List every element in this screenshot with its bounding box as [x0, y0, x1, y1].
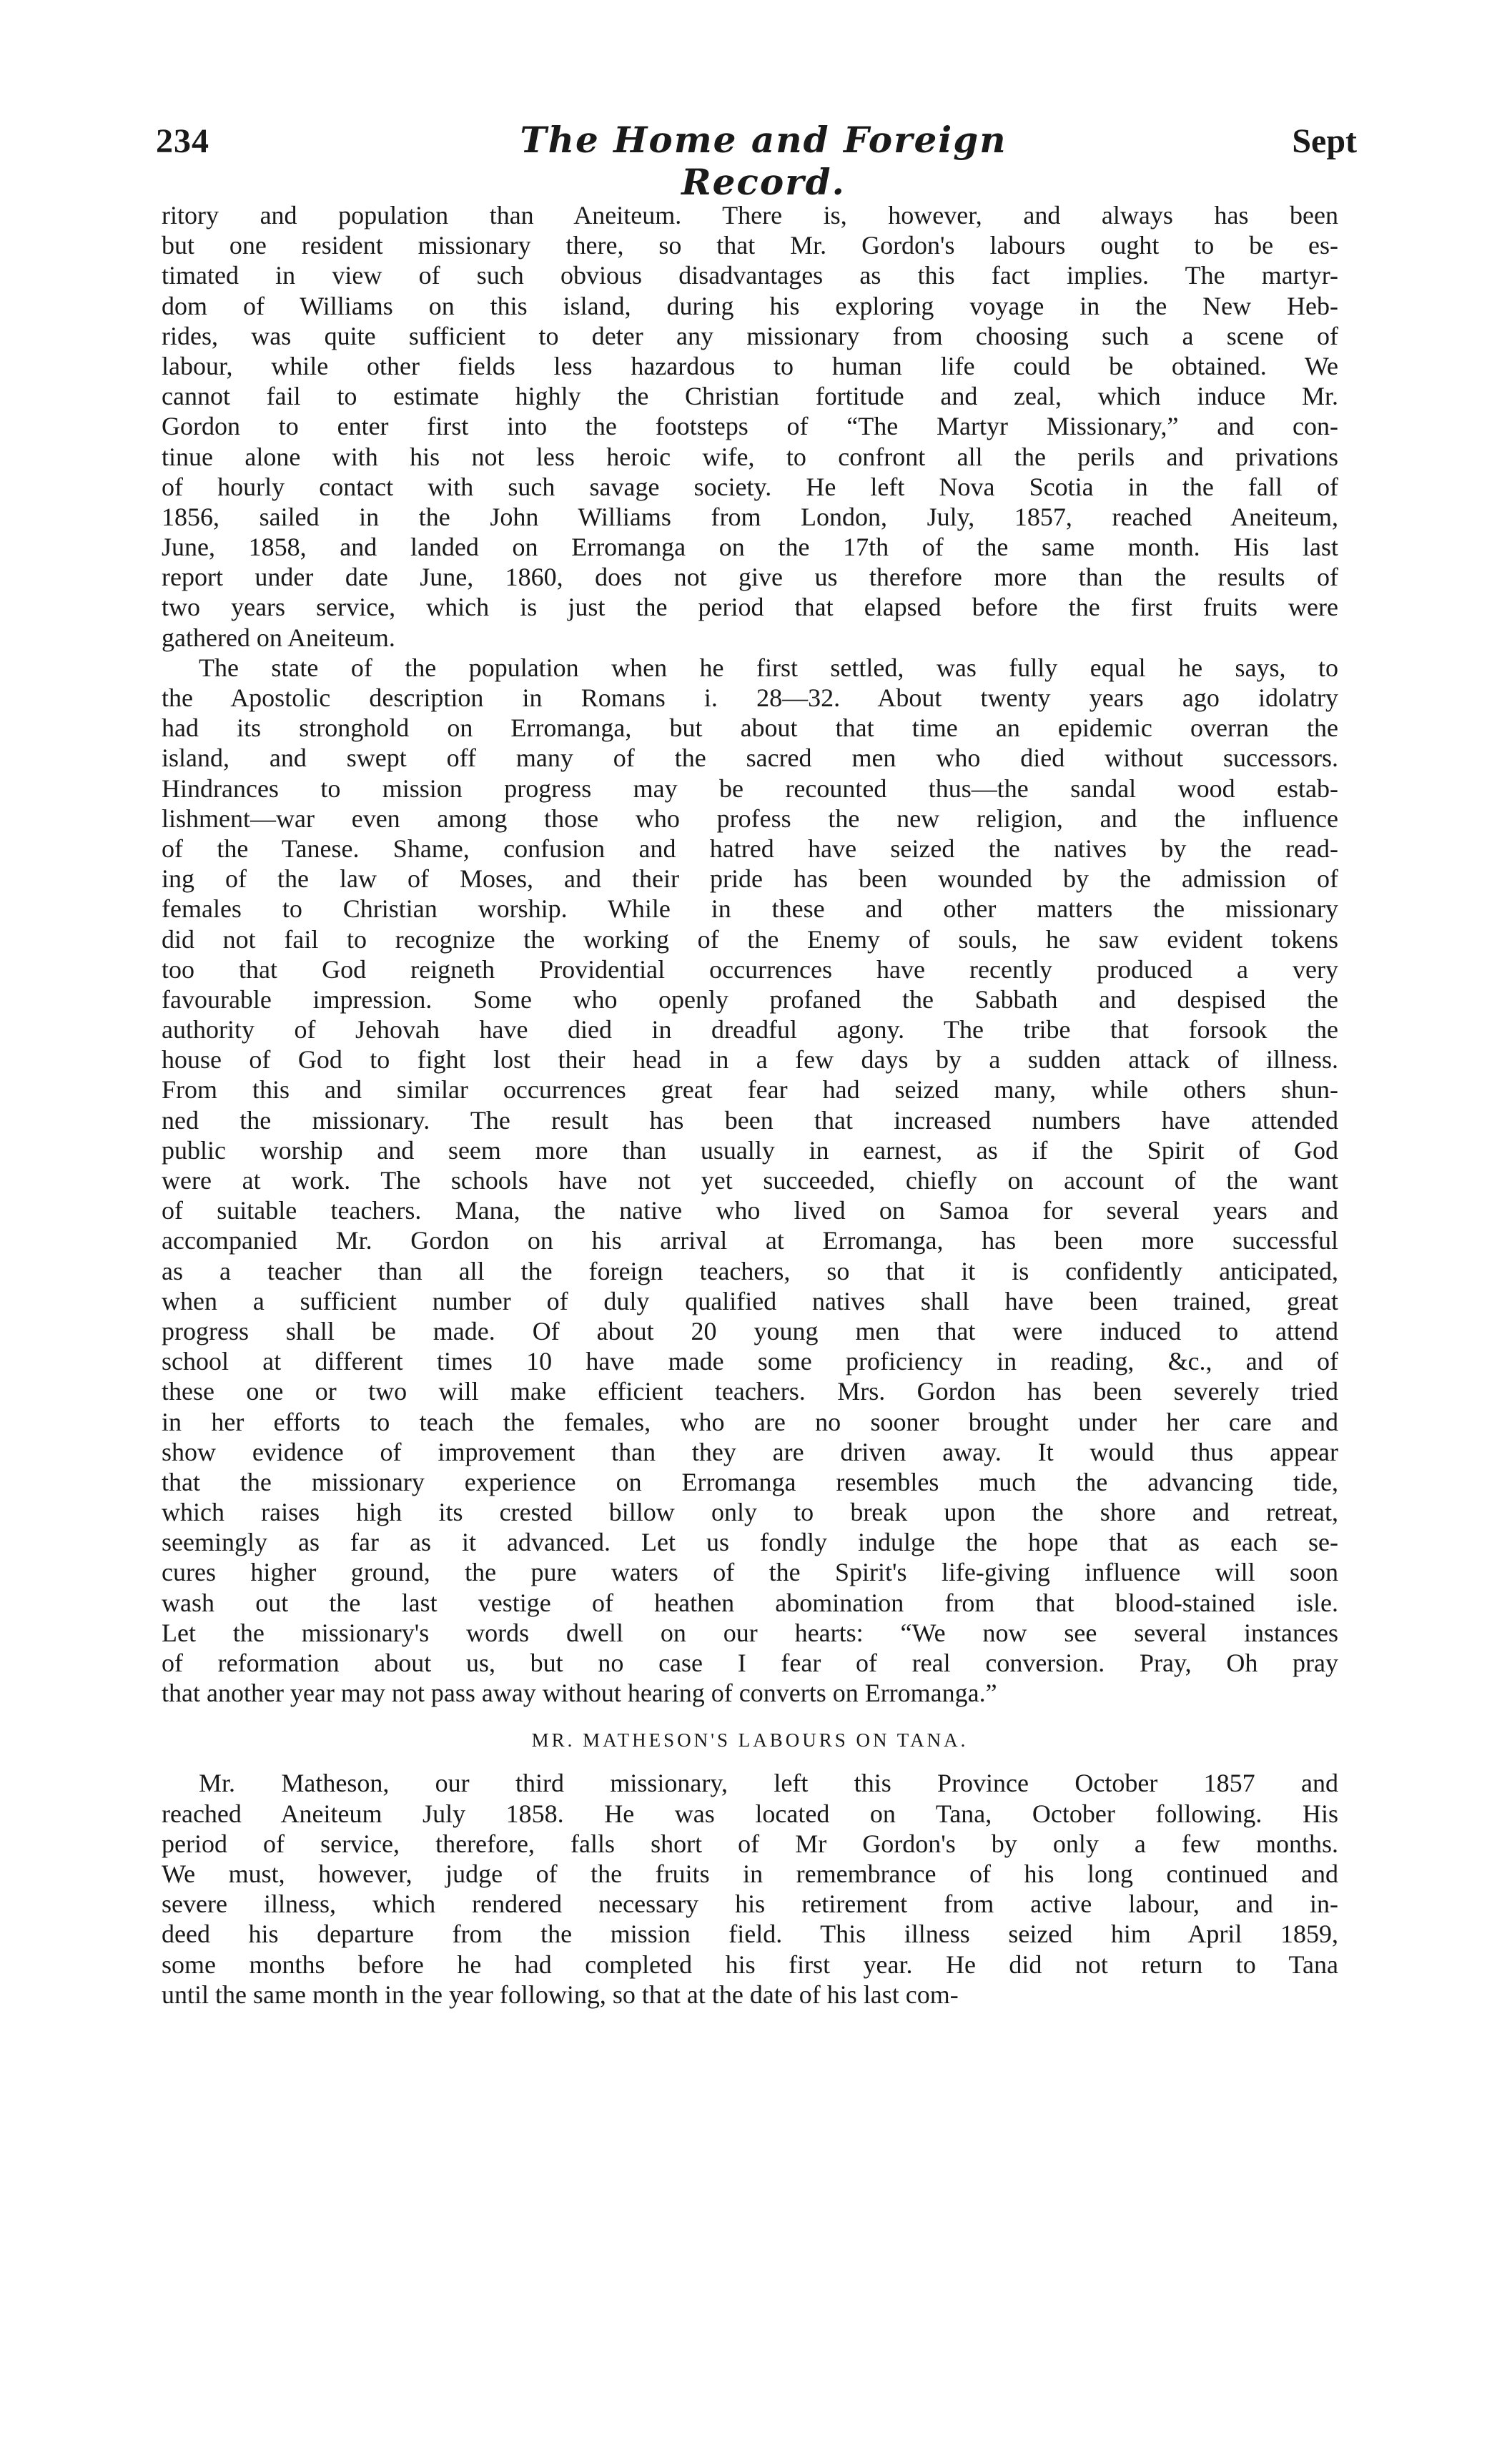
text-line: two years service, which is just the period that elapsed before the first fruits were — [162, 593, 1338, 622]
text-line: school at different times 10 have made some proficiency in reading, &c., and of — [162, 1347, 1338, 1376]
text-line: Gordon to enter first into the footsteps of “The Martyr Missionary,” and con- — [162, 412, 1338, 441]
article-body — [162, 200, 1338, 2010]
text-line: rides, was quite sufficient to deter any missionary from choosing such a scene of — [162, 321, 1338, 350]
text-line: which raises high its crested billow only to break upon the shore and retreat, — [162, 1498, 1338, 1527]
text-line: females to Christian worship. While in these and other matters the missionary — [162, 894, 1338, 924]
text-line: seemingly as far as it advanced. Let us fondly indulge the hope that as each se- — [162, 1528, 1338, 1557]
text-line: cannot fail to estimate highly the Christian fortitude and zeal, which induce Mr. — [162, 382, 1338, 411]
text-line: too that God reigneth Providential occurrences have recently produced a very — [162, 954, 1338, 984]
text-line: progress shall be made. Of about 20 young men that were induced to attend — [162, 1316, 1338, 1345]
paragraph-matheson — [162, 1768, 1338, 2010]
running-header — [156, 119, 1357, 203]
text-line: of the Tanese. Shame, confusion and hatred have seized the natives by the read- — [162, 834, 1338, 863]
text-line: ing of the law of Moses, and their pride has been wounded by the admission of — [162, 864, 1338, 894]
text-line: ned the missionary. The result has been that increased numbers have attended — [162, 1105, 1338, 1135]
text-line: Mr. Matheson, our third missionary, left this Province October 1857 and — [199, 1769, 1338, 1798]
text-line: We must, however, judge of the fruits in remembrance of his long continued and — [162, 1859, 1338, 1888]
text-line: show evidence of improvement than they are driven away. It would thus appear — [162, 1437, 1338, 1466]
running-title: The Home and Foreign Record. — [520, 119, 1007, 203]
text-line: of reformation about us, but no case I fear of real conversion. Pray, Oh pray — [162, 1649, 1338, 1677]
text-line: report under date June, 1860, does not give us therefore more than the results of — [162, 563, 1338, 592]
text-line: the Apostolic description in Romans i. 28—32. About twenty years ago idolatry — [162, 683, 1338, 712]
page-number: 234 — [156, 122, 209, 160]
text-line: house of God to fight lost their head in a few days by a sudden attack of illness. — [162, 1045, 1338, 1075]
text-line: deed his departure from the mission field. This illness seized him April 1859, — [162, 1920, 1338, 1949]
text-line: did not fail to recognize the working of the Enemy of souls, he saw evident tokens — [162, 924, 1338, 954]
text-line: accompanied Mr. Gordon on his arrival at Erromanga, has been more successful — [162, 1226, 1338, 1255]
text-line: in her efforts to teach the females, who are no sooner brought under her care and — [162, 1407, 1338, 1436]
text-line: cures higher ground, the pure waters of the Spirit's life-giving influence will soon — [162, 1558, 1338, 1587]
text-line: these one or two will make efficient teachers. Mrs. Gordon has been severely tried — [162, 1377, 1338, 1406]
text-line: gathered on Aneiteum. — [162, 623, 395, 652]
text-line: 1856, sailed in the John Williams from London, July, 1857, reached Aneiteum, — [162, 502, 1338, 531]
text-line: Hindrances to mission progress may be recounted thus—the sandal wood estab- — [162, 774, 1338, 803]
text-line: as a teacher than all the foreign teachers, so that it is confidently anticipated, — [162, 1256, 1338, 1285]
section-heading: MR. MATHESON'S LABOURS ON TANA. — [531, 1729, 969, 1752]
text-line: some months before he had completed his first year. He did not return to Tana — [162, 1950, 1338, 1979]
text-line: when a sufficient number of duly qualified natives shall have been trained, great — [162, 1286, 1338, 1315]
paragraph-gordon-continued — [162, 200, 1338, 653]
text-line: severe illness, which rendered necessary his retirement from active labour, and in- — [162, 1890, 1338, 1919]
text-line: of suitable teachers. Mana, the native who lived on Samoa for several years and — [162, 1196, 1338, 1225]
text-line: until the same month in the year following, so that at the date of his last com- — [162, 1980, 959, 2009]
text-line: that the missionary experience on Erromanga resembles much the advancing tide, — [162, 1467, 1338, 1496]
text-line: period of service, therefore, falls short of Mr Gordon's by only a few months. — [162, 1829, 1338, 1858]
text-line: were at work. The schools have not yet succeeded, chiefly on account of the want — [162, 1166, 1338, 1195]
text-line: labour, while other fields less hazardous to human life could be obtained. We — [162, 351, 1338, 380]
text-line: that another year may not pass away without hearing of converts on Erromanga.” — [162, 1679, 997, 1708]
text-line: dom of Williams on this island, during his exploring voyage in the New Heb- — [162, 291, 1338, 320]
text-line: reached Aneiteum July 1858. He was located on Tana, October following. His — [162, 1799, 1338, 1828]
text-line: wash out the last vestige of heathen abomination from that blood-stained isle. — [162, 1588, 1338, 1617]
text-line: June, 1858, and landed on Erromanga on the 17th of the same month. His last — [162, 533, 1338, 562]
text-line: of hourly contact with such savage society. He left Nova Scotia in the fall of — [162, 472, 1338, 501]
text-line: authority of Jehovah have died in dreadful agony. The tribe that forsook the — [162, 1015, 1338, 1044]
text-line: tinue alone with his not less heroic wife, to confront all the perils and privations — [162, 442, 1338, 471]
text-line: timated in view of such obvious disadvantages as this fact implies. The martyr- — [162, 261, 1338, 290]
text-line: ritory and population than Aneiteum. There is, however, and always has been — [162, 201, 1338, 229]
header-month: Sept — [1292, 122, 1357, 160]
text-line: public worship and seem more than usually in earnest, as if the Spirit of God — [162, 1135, 1338, 1165]
text-line: lishment—war even among those who profess the new religion, and the influence — [162, 804, 1338, 833]
text-line: but one resident missionary there, so that Mr. Gordon's labours ought to be es- — [162, 231, 1338, 260]
text-line: Let the missionary's words dwell on our hearts: “We now see several instances — [162, 1618, 1338, 1647]
paragraph-erromanga-population — [162, 653, 1338, 1709]
text-line: had its stronghold on Erromanga, but about that time an epidemic overran the — [162, 713, 1338, 743]
text-line: From this and similar occurrences great fear had seized many, while others shun- — [162, 1075, 1338, 1105]
text-line: The state of the population when he first settled, was fully equal he says, to — [199, 653, 1338, 682]
text-line: favourable impression. Some who openly profaned the Sabbath and despised the — [162, 984, 1338, 1014]
text-line: island, and swept off many of the sacred men who died without successors. — [162, 744, 1338, 773]
